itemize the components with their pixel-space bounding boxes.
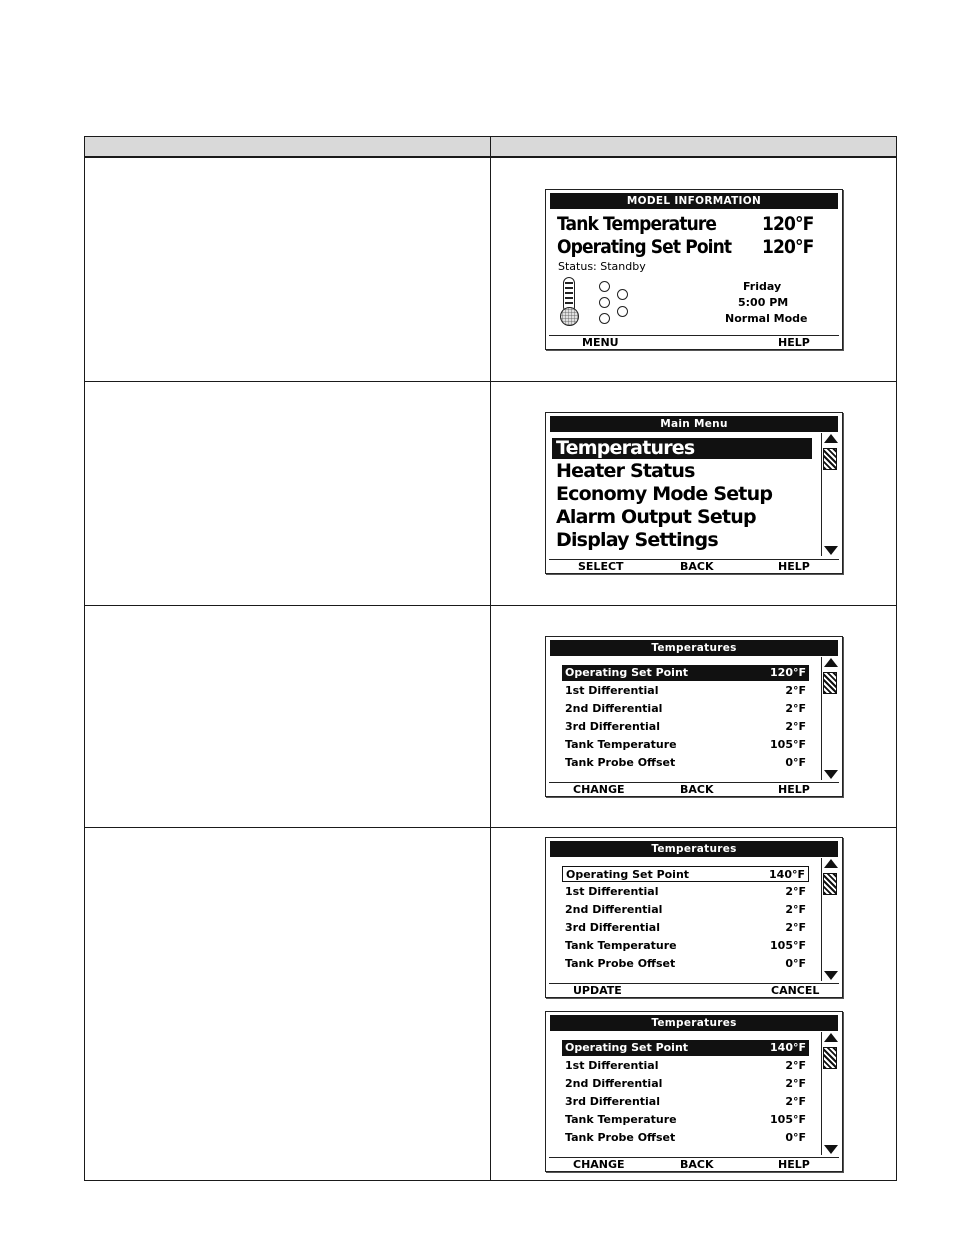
row-label: 2nd Differential xyxy=(565,1077,663,1090)
list-row-2nd-differential[interactable] xyxy=(562,1076,809,1092)
list-row-tank-temperature[interactable] xyxy=(562,737,809,753)
menu-item-heater-status[interactable]: Heater Status xyxy=(556,460,695,482)
list-row-tank-temperature[interactable] xyxy=(562,1112,809,1128)
list-row-3rd-differential[interactable] xyxy=(562,920,809,936)
row-label: Tank Temperature xyxy=(565,1113,677,1126)
row-label: Operating Set Point xyxy=(565,1041,689,1054)
row-label: 3rd Differential xyxy=(565,720,660,733)
scroll-thumb[interactable] xyxy=(823,672,837,694)
column-divider xyxy=(490,137,491,1180)
list-row-tank-probe-offset[interactable] xyxy=(562,1130,809,1146)
row-value: 105°F xyxy=(770,738,806,751)
scroll-down-arrow-icon[interactable] xyxy=(824,1145,838,1154)
row-label: Tank Temperature xyxy=(565,939,677,952)
lcd-title: Temperatures xyxy=(550,640,838,656)
scroll-up-arrow-icon[interactable] xyxy=(824,859,838,868)
row-value: 2°F xyxy=(785,1059,806,1072)
set-point-value: 120°F xyxy=(762,236,814,258)
select-softkey[interactable]: SELECT xyxy=(578,560,624,573)
row-divider xyxy=(85,381,896,382)
row-value: 0°F xyxy=(785,756,806,769)
list-scrollbar[interactable] xyxy=(821,858,838,981)
row-label: 1st Differential xyxy=(565,1059,659,1072)
list-row-tank-probe-offset[interactable] xyxy=(562,755,809,771)
help-softkey[interactable]: HELP xyxy=(778,1158,810,1171)
row-label: 2nd Differential xyxy=(565,702,663,715)
list-row-operating-set-point[interactable] xyxy=(562,1040,809,1056)
scroll-thumb[interactable] xyxy=(823,1047,837,1069)
row-label: Tank Probe Offset xyxy=(565,756,676,769)
list-row-2nd-differential[interactable] xyxy=(562,701,809,717)
back-softkey[interactable]: BACK xyxy=(680,560,714,573)
day-text: Friday xyxy=(743,280,782,293)
menu-item-alarm-output-setup[interactable]: Alarm Output Setup xyxy=(556,506,756,528)
row-label: 2nd Differential xyxy=(565,903,663,916)
lcd-temperatures-updated xyxy=(545,1011,843,1172)
status-text: Status: Standby xyxy=(558,260,646,273)
list-row-2nd-differential[interactable] xyxy=(562,902,809,918)
list-row-tank-probe-offset[interactable] xyxy=(562,956,809,972)
row-label: 1st Differential xyxy=(565,684,659,697)
help-softkey[interactable]: HELP xyxy=(778,336,810,349)
row-label: 3rd Differential xyxy=(565,1095,660,1108)
list-row-1st-differential[interactable] xyxy=(562,683,809,699)
row-value: 140°F xyxy=(770,1041,806,1054)
row-divider xyxy=(85,827,896,828)
scroll-thumb[interactable] xyxy=(823,873,837,895)
row-value: 105°F xyxy=(770,939,806,952)
row-value-editable[interactable]: 140°F xyxy=(769,868,805,881)
scroll-up-arrow-icon[interactable] xyxy=(824,1033,838,1042)
row-label: 1st Differential xyxy=(565,885,659,898)
lcd-softkey-bar xyxy=(549,335,839,349)
list-row-1st-differential[interactable] xyxy=(562,884,809,900)
row-label: Operating Set Point xyxy=(566,868,690,881)
lcd-model-information xyxy=(545,189,843,350)
list-row-3rd-differential[interactable] xyxy=(562,1094,809,1110)
row-value: 2°F xyxy=(785,885,806,898)
time-text: 5:00 PM xyxy=(738,296,789,309)
row-value: 2°F xyxy=(785,903,806,916)
update-softkey[interactable]: UPDATE xyxy=(573,984,622,997)
lcd-title: MODEL INFORMATION xyxy=(550,193,838,209)
row-label: Operating Set Point xyxy=(565,666,689,679)
help-softkey[interactable]: HELP xyxy=(778,560,810,573)
scroll-thumb[interactable] xyxy=(823,448,837,470)
menu-scrollbar[interactable] xyxy=(821,433,838,556)
change-softkey[interactable]: CHANGE xyxy=(573,783,625,796)
lcd-softkey-bar xyxy=(549,983,839,997)
row-value: 105°F xyxy=(770,1113,806,1126)
menu-softkey[interactable]: MENU xyxy=(582,336,619,349)
mode-text: Normal Mode xyxy=(725,312,808,325)
row-value: 0°F xyxy=(785,957,806,970)
lcd-softkey-bar xyxy=(549,559,839,573)
list-row-tank-temperature[interactable] xyxy=(562,938,809,954)
row-label: Tank Probe Offset xyxy=(565,957,676,970)
lcd-temperatures-edit xyxy=(545,837,843,998)
lcd-title: Temperatures xyxy=(550,841,838,857)
list-scrollbar[interactable] xyxy=(821,657,838,780)
menu-item-economy-mode-setup[interactable]: Economy Mode Setup xyxy=(556,483,773,505)
scroll-up-arrow-icon[interactable] xyxy=(824,434,838,443)
row-divider xyxy=(85,605,896,606)
lcd-title: Temperatures xyxy=(550,1015,838,1031)
menu-item-temperatures[interactable]: Temperatures xyxy=(552,438,812,459)
menu-item-display-settings[interactable]: Display Settings xyxy=(556,529,718,551)
row-value: 2°F xyxy=(785,684,806,697)
row-value: 2°F xyxy=(785,1095,806,1108)
lcd-main-menu xyxy=(545,412,843,574)
help-softkey[interactable]: HELP xyxy=(778,783,810,796)
lcd-temperatures-view xyxy=(545,636,843,797)
lcd-softkey-bar xyxy=(549,1157,839,1171)
list-row-3rd-differential[interactable] xyxy=(562,719,809,735)
scroll-down-arrow-icon[interactable] xyxy=(824,770,838,779)
scroll-down-arrow-icon[interactable] xyxy=(824,971,838,980)
list-row-operating-set-point[interactable] xyxy=(562,665,809,681)
lcd-softkey-bar xyxy=(549,782,839,796)
list-row-1st-differential[interactable] xyxy=(562,1058,809,1074)
set-point-label: Operating Set Point xyxy=(557,236,732,258)
row-label: Tank Temperature xyxy=(565,738,677,751)
row-label: 3rd Differential xyxy=(565,921,660,934)
list-scrollbar[interactable] xyxy=(821,1032,838,1155)
row-label: Tank Probe Offset xyxy=(565,1131,676,1144)
tank-temperature-label: Tank Temperature xyxy=(557,213,717,235)
row-value: 2°F xyxy=(785,1077,806,1090)
row-value: 2°F xyxy=(785,921,806,934)
list-row-operating-set-point[interactable] xyxy=(562,866,809,882)
back-softkey[interactable]: BACK xyxy=(680,1158,714,1171)
lcd-title: Main Menu xyxy=(550,416,838,432)
cancel-softkey[interactable]: CANCEL xyxy=(771,984,820,997)
scroll-up-arrow-icon[interactable] xyxy=(824,658,838,667)
scroll-down-arrow-icon[interactable] xyxy=(824,546,838,555)
tank-temperature-value: 120°F xyxy=(762,213,814,235)
back-softkey[interactable]: BACK xyxy=(680,783,714,796)
row-value: 2°F xyxy=(785,702,806,715)
row-value: 0°F xyxy=(785,1131,806,1144)
change-softkey[interactable]: CHANGE xyxy=(573,1158,625,1171)
row-value: 120°F xyxy=(770,666,806,679)
row-value: 2°F xyxy=(785,720,806,733)
